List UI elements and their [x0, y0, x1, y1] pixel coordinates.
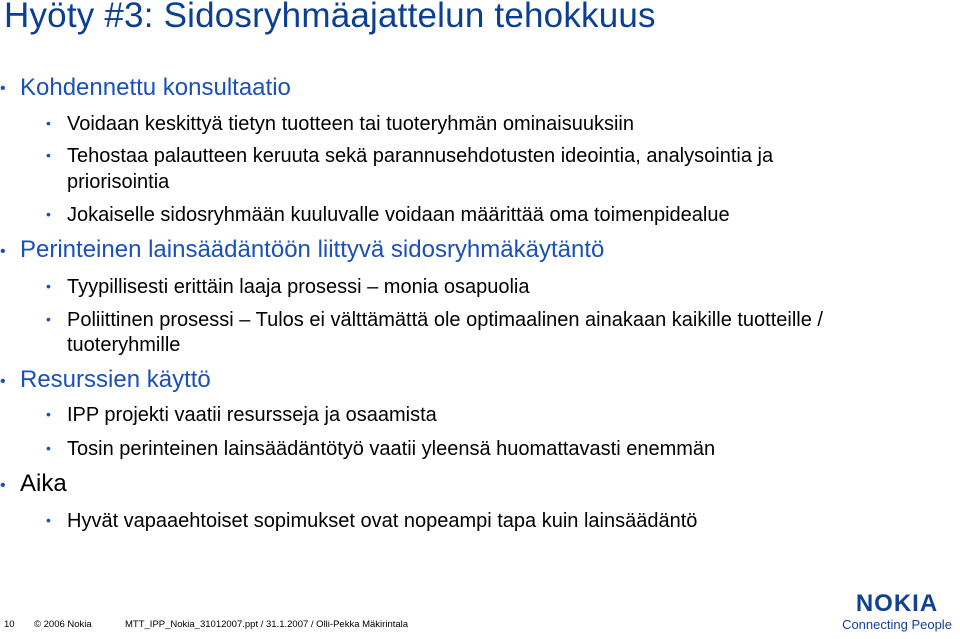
bullet-item: Voidaan keskittyä tietyn tuotteen tai tuoteryhmän ominaisuuksiin [67, 113, 634, 135]
bullet-item: Tehostaa palautteen keruuta sekä parannusehdotusten ideointia, analysointia ja [67, 145, 774, 167]
bullet-icon: • [46, 512, 51, 528]
bullet-item: Hyvät vapaaehtoiset sopimukset ovat nopeampi tapa kuin lainsäädäntö [67, 510, 698, 532]
bullet-icon: • [46, 206, 51, 222]
bullet-item: Jokaiselle sidosryhmään kuuluvalle voidaan määrittää oma toimenpidealue [67, 204, 730, 226]
bullet-icon: • [0, 373, 6, 390]
section-heading: Aika [20, 470, 67, 497]
bullet-item: Tyypillisesti erittäin laaja prosessi – monia osapuolia [67, 276, 530, 298]
file-info-text: MTT_IPP_Nokia_31012007.ppt / 31.1.2007 / Olli-Pekka Mäkirintala [125, 619, 409, 630]
bullet-icon: • [0, 477, 6, 494]
bullet-icon: • [46, 278, 51, 294]
page-number: 10 [4, 619, 15, 630]
copyright-text: © 2006 Nokia [34, 619, 92, 630]
svg-text:Connecting People: Connecting People [842, 617, 952, 632]
bullet-icon: • [46, 147, 51, 163]
bullet-icon: • [0, 243, 6, 260]
nokia-logo [838, 590, 956, 634]
section-heading: Perinteinen lainsäädäntöön liittyvä sidosryhmäkäytäntö [20, 236, 605, 263]
bullet-icon: • [46, 311, 51, 327]
bullet-icon: • [46, 440, 51, 456]
svg-text:NOKIA: NOKIA [855, 590, 939, 617]
bullet-icon: • [0, 80, 6, 97]
bullet-item: Poliittinen prosessi – Tulos ei välttämättä ole optimaalinen ainakaan kaikille tuotteille / [67, 309, 823, 331]
nokia-logo-icon [838, 590, 956, 634]
bullet-item-continuation: tuoteryhmille [67, 334, 181, 356]
bullet-icon: • [46, 115, 51, 131]
section-heading: Kohdennettu konsultaatio [20, 74, 291, 101]
bullet-item: Tosin perinteinen lainsäädäntötyö vaatii yleensä huomattavasti enemmän [67, 438, 716, 460]
bullet-item-continuation: priorisointia [67, 171, 170, 193]
bullet-item: IPP projekti vaatii resursseja ja osaamista [67, 404, 437, 426]
bullet-icon: • [46, 406, 51, 422]
slide-title: Hyöty #3: Sidosryhmäajattelun tehokkuus [4, 0, 656, 35]
section-heading: Resurssien käyttö [20, 366, 211, 393]
